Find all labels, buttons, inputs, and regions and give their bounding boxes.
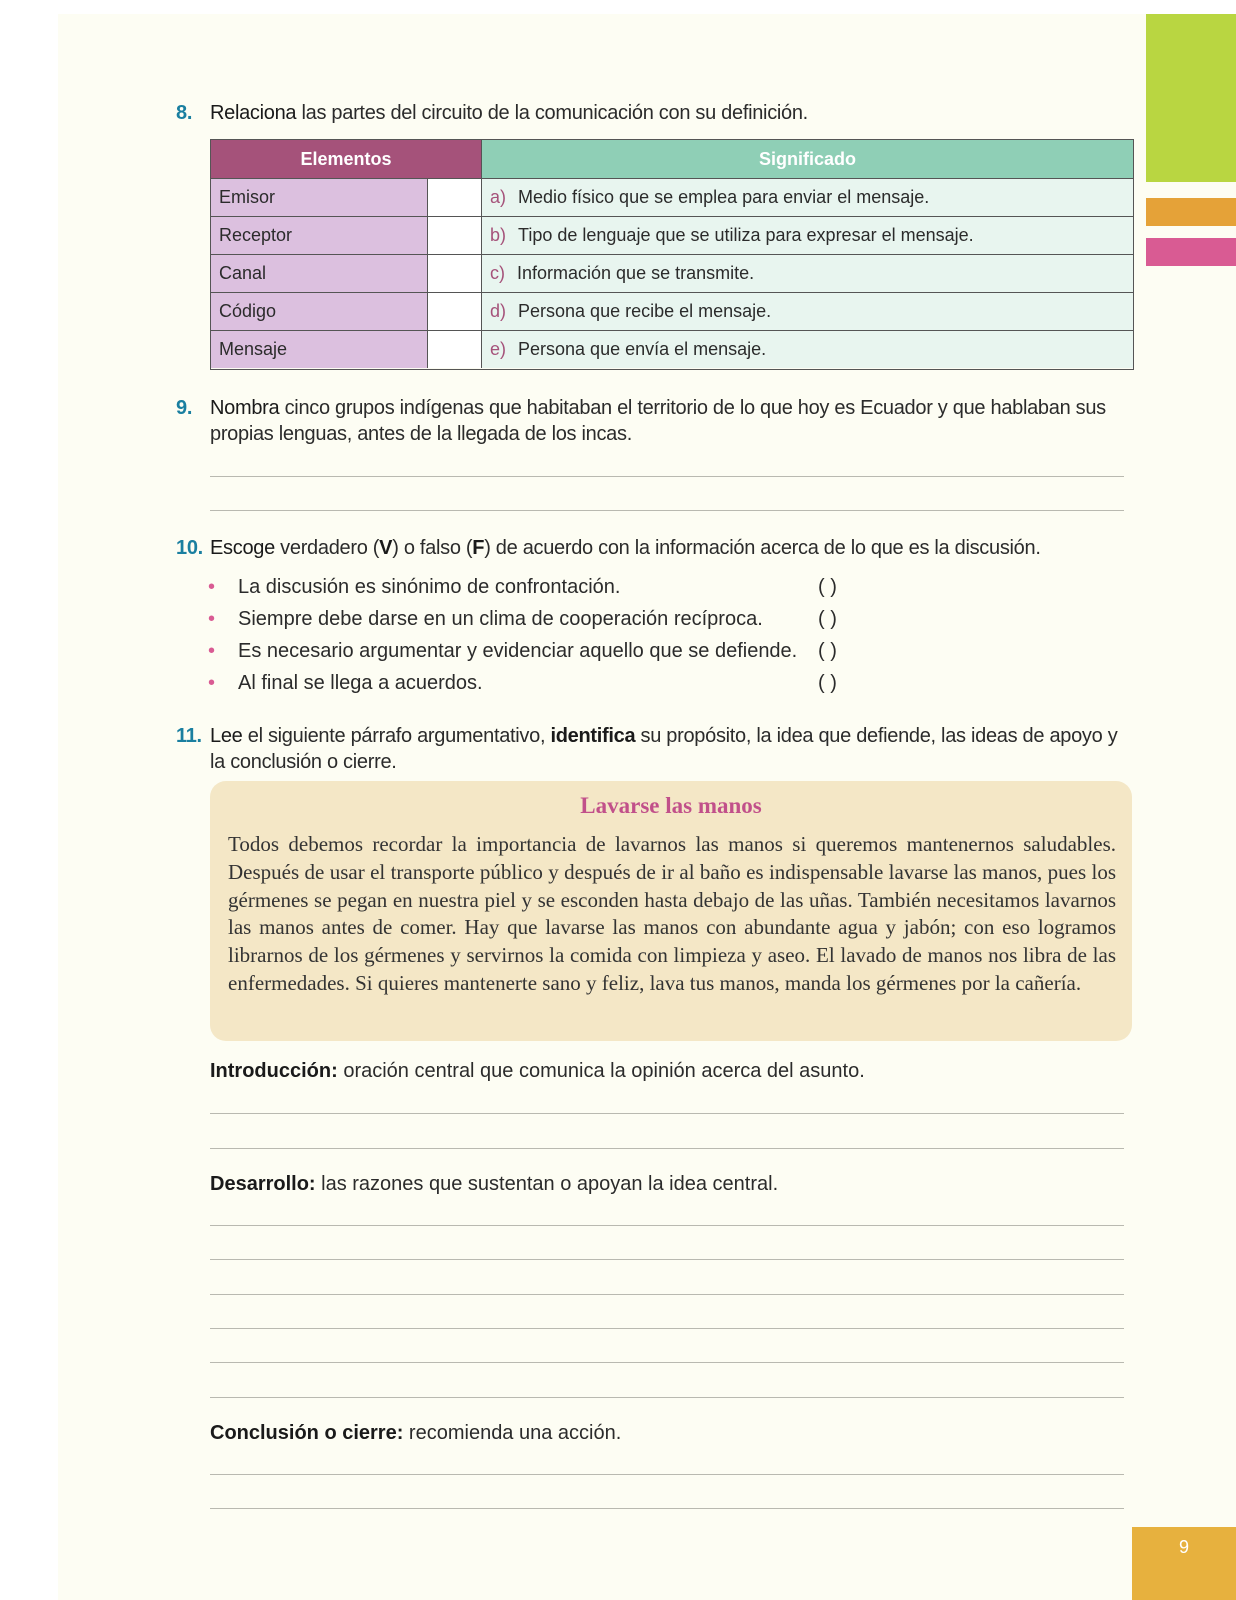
statement-text: Al final se llega a acuerdos. <box>238 672 483 694</box>
question-rest: las partes del circuito de la comunicación con su definición. <box>296 102 808 124</box>
answer-cell[interactable] <box>428 179 482 216</box>
bullet-icon: • <box>208 640 216 662</box>
element-cell: Receptor <box>211 217 428 254</box>
true-false-item <box>208 638 798 664</box>
question-text <box>210 100 1136 126</box>
table-row <box>211 254 1133 292</box>
element-cell: Código <box>211 293 428 330</box>
table-row <box>211 330 1133 368</box>
definition-cell <box>482 293 1133 330</box>
definition-text: Información que se transmite. <box>517 263 755 283</box>
option-letter: b) <box>490 225 507 245</box>
element-cell: Mensaje <box>211 331 428 368</box>
answer-line[interactable] <box>210 1113 1124 1114</box>
matching-table <box>210 139 1134 370</box>
definition-text: Persona que envía el mensaje. <box>518 339 767 359</box>
question-text-part: ) de acuerdo con la información acerca de lo que es la discusión. <box>484 537 1041 559</box>
definition-text: Medio físico que se emplea para enviar el mensaje. <box>518 187 930 207</box>
answer-line[interactable] <box>210 1225 1124 1226</box>
question-9 <box>176 395 1136 447</box>
answer-line[interactable] <box>210 1508 1124 1509</box>
reading-text: Todos debemos recordar la importancia de lavarnos las manos si queremos mantenernos saludables. Después de usar el transporte público y después de ir al baño es indispensable lavarse las manos, pues los gérmenes se pegan en nuestra piel y se esconden hasta debajo de las uñas. También necesitamos lavarnos las manos antes de comer. Hay que lavarse las manos con abundante agua y jabón; con eso logramos librarnos de los gérmenes y servirnos la comida con limpieza y aseo. El lavado de manos nos libra de las enfermedades. Si quieres mantenerte sano y feliz, lava tus manos, manda los gérmenes por la cañería. <box>228 832 1116 995</box>
option-letter: c) <box>490 263 505 283</box>
answer-line[interactable] <box>210 1474 1124 1475</box>
question-text-part: el siguiente párrafo argumentativo, <box>242 725 551 747</box>
answer-line[interactable] <box>210 1148 1124 1149</box>
conclusion-prompt <box>210 1420 621 1446</box>
element-cell: Emisor <box>211 179 428 216</box>
answer-cell[interactable] <box>428 331 482 368</box>
intro-text: oración central que comunica la opinión acerca del asunto. <box>337 1060 865 1082</box>
bullet-icon: • <box>208 608 216 630</box>
true-false-item <box>208 574 621 600</box>
definition-text: Tipo de lenguaje que se utiliza para expresar el mensaje. <box>518 225 974 245</box>
page-number: 9 <box>1178 1537 1189 1557</box>
option-letter: d) <box>490 301 507 321</box>
element-cell: Canal <box>211 255 428 292</box>
intro-prompt <box>210 1058 865 1084</box>
statement-text: La discusión es sinónimo de confrontación. <box>238 576 621 598</box>
question-text-part: su propósito, la idea que defiende, las ideas de apoyo y la conclusión o cierre. <box>210 725 1118 773</box>
answer-cell[interactable] <box>428 293 482 330</box>
development-text: las razones que sustentan o apoyan la idea central. <box>315 1173 779 1195</box>
question-verb: Relaciona <box>210 102 297 124</box>
development-label: Desarrollo: <box>210 1173 316 1195</box>
green-section-tab <box>1146 14 1236 182</box>
question-text <box>210 723 1136 775</box>
true-false-answer[interactable]: ( ) <box>818 672 837 694</box>
answer-line[interactable] <box>210 1362 1124 1363</box>
question-rest: cinco grupos indígenas que habitaban el territorio de lo que hoy es Ecuador y que hablaban sus propias lenguas, antes de la llegada de los incas. <box>210 397 1106 445</box>
question-text-part: ) o falso ( <box>392 537 473 559</box>
reading-title: Lavarse las manos <box>580 793 762 818</box>
question-number: 8. <box>176 102 193 124</box>
bullet-icon: • <box>208 576 216 598</box>
page-number-box <box>1132 1527 1236 1600</box>
statement-text: Es necesario argumentar y evidenciar aquello que se defiende. <box>238 640 798 662</box>
true-false-item <box>208 606 763 632</box>
question-verb: Nombra <box>210 397 280 419</box>
question-number: 10. <box>176 537 203 559</box>
answer-line[interactable] <box>210 1328 1124 1329</box>
question-number: 11. <box>176 725 202 747</box>
header-elementos: Elementos <box>211 140 482 178</box>
question-number: 9. <box>176 397 193 419</box>
question-10 <box>176 535 1136 561</box>
table-row <box>211 216 1133 254</box>
question-verb: Lee <box>210 725 243 747</box>
option-letter: a) <box>490 187 507 207</box>
question-verb: identifica <box>550 725 636 747</box>
intro-label: Introducción: <box>210 1060 338 1082</box>
statement-text: Siempre debe darse en un clima de cooperación recíproca. <box>238 608 763 630</box>
bullet-icon: • <box>208 672 216 694</box>
answer-line[interactable] <box>210 1294 1124 1295</box>
development-prompt <box>210 1171 778 1197</box>
answer-line[interactable] <box>210 1259 1124 1260</box>
false-letter: F <box>472 537 485 559</box>
answer-line[interactable] <box>210 1397 1124 1398</box>
orange-section-tab <box>1146 198 1236 226</box>
table-row <box>211 178 1133 216</box>
true-false-answer[interactable]: ( ) <box>818 608 837 630</box>
pink-section-tab <box>1146 238 1236 266</box>
option-letter: e) <box>490 339 507 359</box>
question-text <box>210 395 1136 447</box>
question-text <box>210 535 1136 561</box>
answer-line[interactable] <box>210 476 1124 477</box>
conclusion-label: Conclusión o cierre: <box>210 1422 404 1444</box>
true-letter: V <box>379 537 393 559</box>
true-false-answer[interactable]: ( ) <box>818 640 837 662</box>
true-false-answer[interactable]: ( ) <box>818 576 837 598</box>
answer-cell[interactable] <box>428 217 482 254</box>
answer-cell[interactable] <box>428 255 482 292</box>
true-false-item <box>208 670 483 696</box>
answer-line[interactable] <box>210 510 1124 511</box>
question-8 <box>176 100 1136 126</box>
conclusion-text: recomienda una acción. <box>403 1422 622 1444</box>
table-row <box>211 292 1133 330</box>
definition-cell <box>482 331 1133 368</box>
reading-box <box>210 781 1132 1041</box>
question-text-part: verdadero ( <box>274 537 380 559</box>
definition-cell <box>482 217 1133 254</box>
definition-cell <box>482 255 1133 292</box>
definition-text: Persona que recibe el mensaje. <box>518 301 772 321</box>
definition-cell <box>482 179 1133 216</box>
question-11 <box>176 723 1136 775</box>
header-significado: Significado <box>482 140 1133 178</box>
question-verb: Escoge <box>210 537 275 559</box>
